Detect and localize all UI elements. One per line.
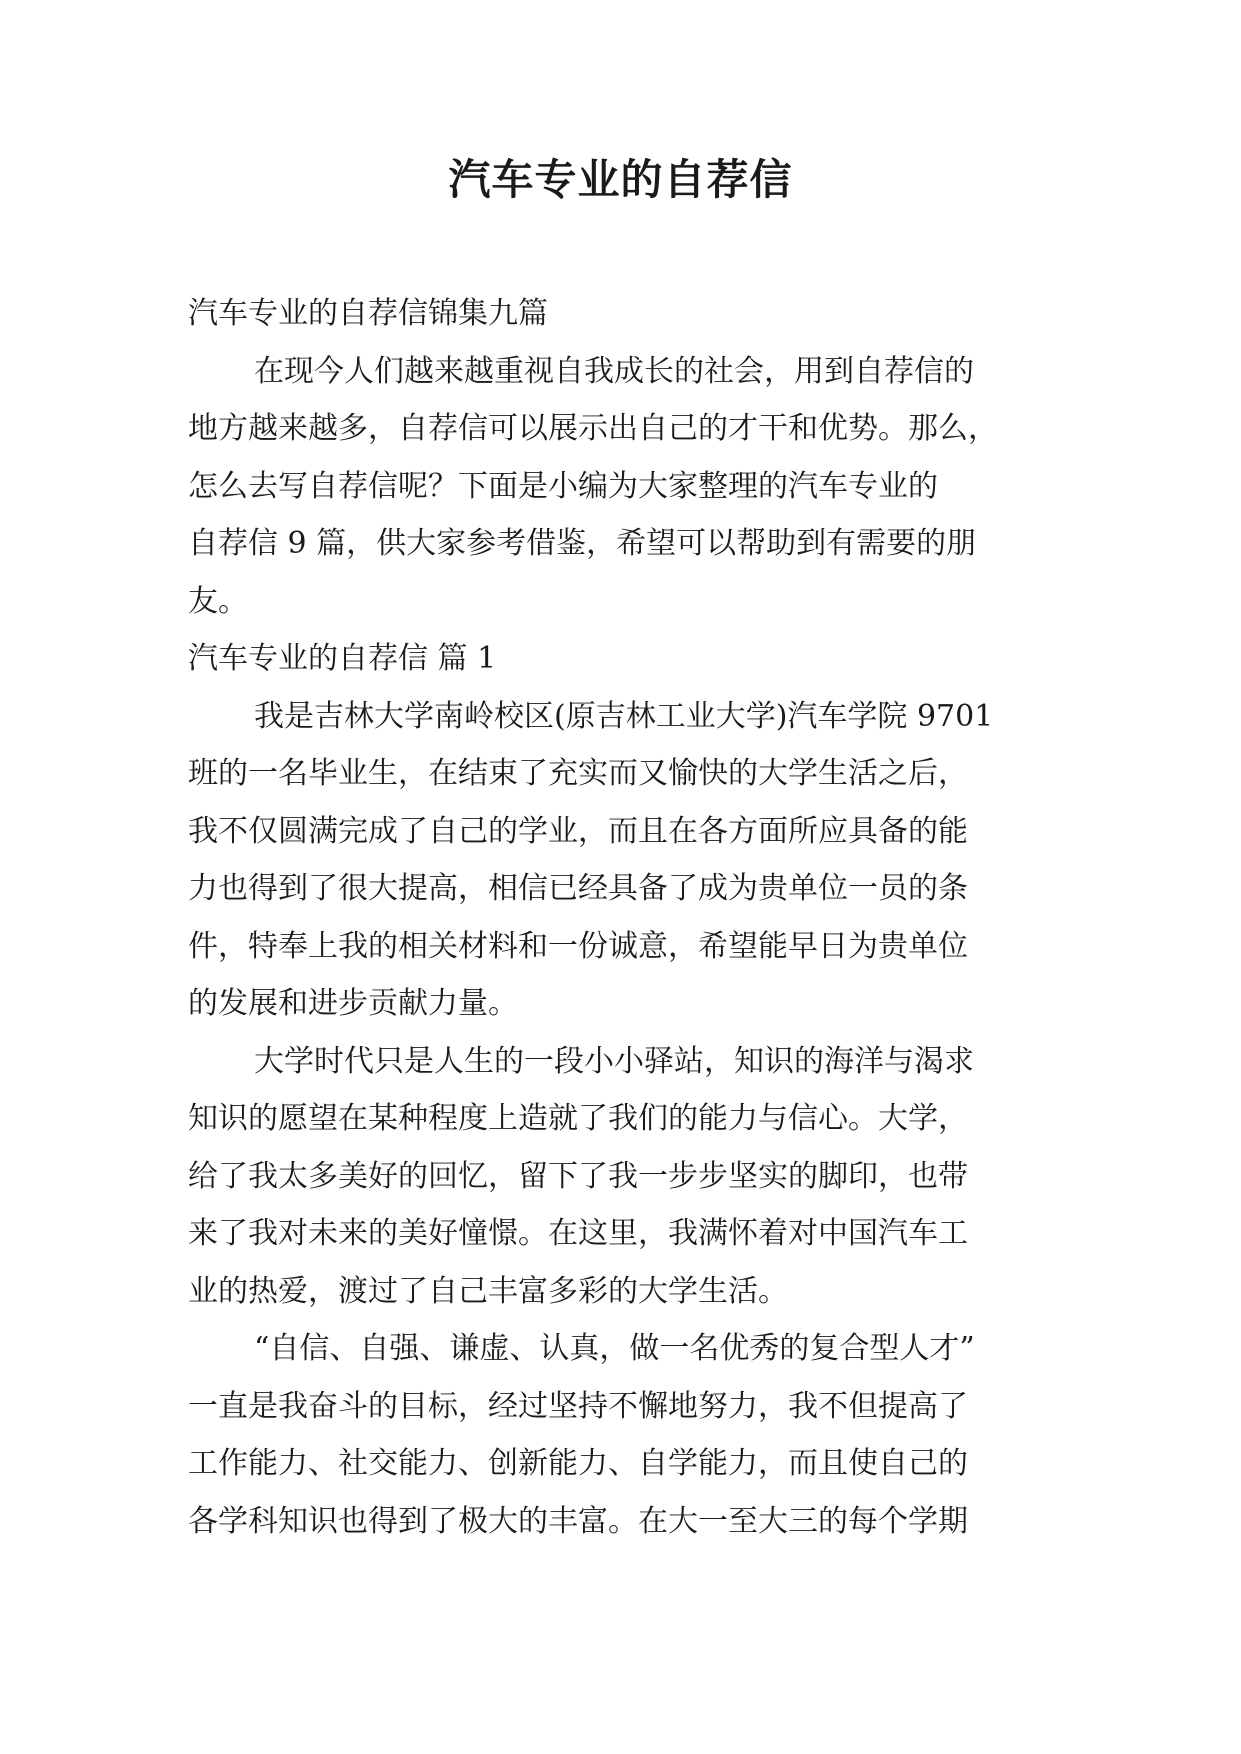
text-line: 自荐信 9 篇，供大家参考借鉴，希望可以帮助到有需要的朋 xyxy=(188,526,977,561)
text-line: 班的一名毕业生，在结束了充实而又愉快的大学生活之后， xyxy=(188,756,968,791)
text-line: 来了我对未来的美好憧憬。在这里，我满怀着对中国汽车工 xyxy=(188,1216,968,1251)
text-line: 汽车专业的自荐信 篇 1 xyxy=(188,641,497,676)
text-line: 友。 xyxy=(188,583,248,619)
text-line: 业的热爱，渡过了自己丰富多彩的大学生活。 xyxy=(188,1273,788,1309)
document-title: 汽车专业的自荐信 xyxy=(448,155,793,204)
text-line: 各学科知识也得到了极大的丰富。在大一至大三的每个学期 xyxy=(188,1503,968,1539)
document-body xyxy=(188,285,1056,1550)
text-line: 我是吉林大学南岭校区(原吉林工业大学)汽车学院 9701 xyxy=(254,698,994,734)
text-line: 一直是我奋斗的目标，经过坚持不懈地努力，我不但提高了 xyxy=(188,1388,968,1424)
text-line: 的发展和进步贡献力量。 xyxy=(188,986,518,1021)
text-line: 力也得到了很大提高，相信已经具备了成为贵单位一员的条 xyxy=(188,871,968,906)
text-line: 汽车专业的自荐信锦集九篇 xyxy=(188,296,548,331)
text-line: 大学时代只是人生的一段小小驿站，知识的海洋与渴求 xyxy=(254,1043,974,1079)
text-line: 在现今人们越来越重视自我成长的社会，用到自荐信的 xyxy=(254,353,974,389)
text-line: 我不仅圆满完成了自己的学业，而且在各方面所应具备的能 xyxy=(188,813,968,849)
text-line: “自信、自强、谦虚、认真，做一名优秀的复合型人才” xyxy=(254,1331,975,1366)
text-line: 给了我太多美好的回忆，留下了我一步步坚实的脚印，也带 xyxy=(188,1158,968,1194)
text-line: 件，特奉上我的相关材料和一份诚意，希望能早日为贵单位 xyxy=(188,928,968,964)
text-line: 工作能力、社交能力、创新能力、自学能力，而且使自己的 xyxy=(188,1446,968,1481)
text-line: 怎么去写自荐信呢？下面是小编为大家整理的汽车专业的 xyxy=(188,468,938,504)
text-line: 地方越来越多，自荐信可以展示出自己的才干和优势。那么， xyxy=(188,411,998,446)
text-line: 知识的愿望在某种程度上造就了我们的能力与信心。大学， xyxy=(188,1101,968,1136)
